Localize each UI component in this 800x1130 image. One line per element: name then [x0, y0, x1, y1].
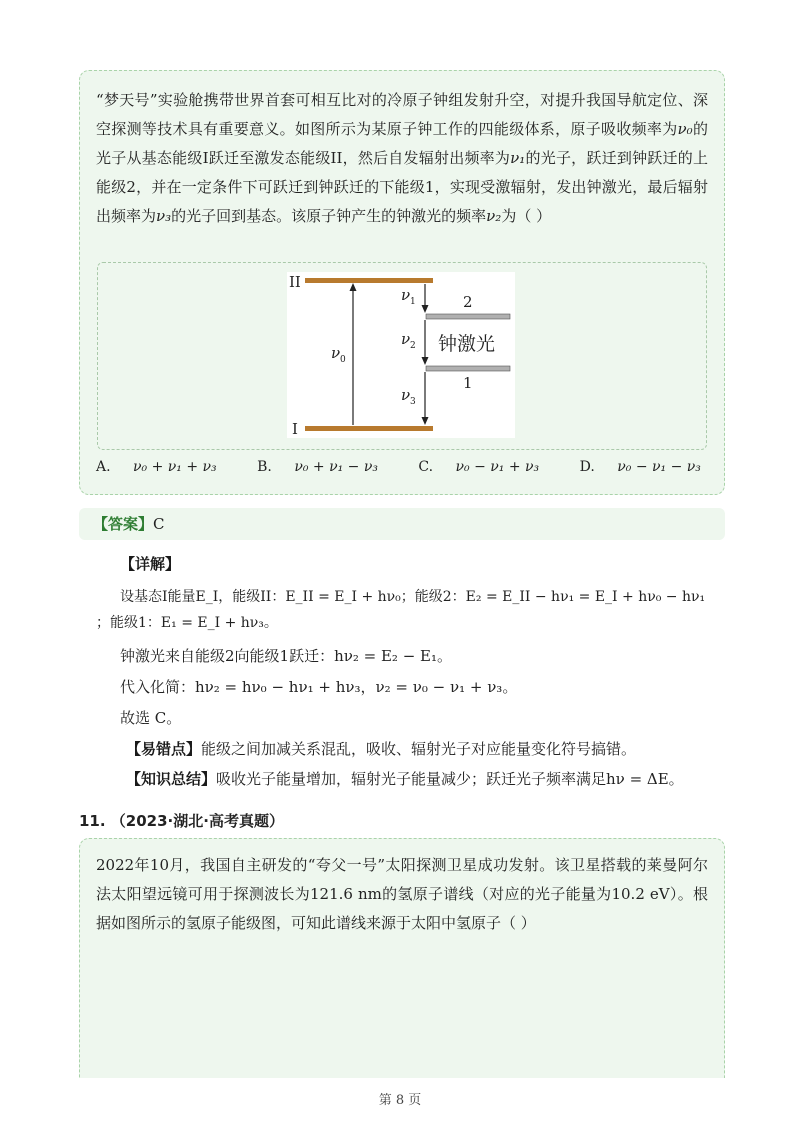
level-I-bar — [305, 426, 433, 431]
explanation-line-1: 设基态I能量E_I，能级II：E_II = E_I + hν₀；能级2：E₂ = E_II − hν₁ = E_I + hν₀ − hν₁ — [120, 589, 706, 605]
pitfall-text: 能级之间加减关系混乱，吸收、辐射光子对应能量变化符号搞错。 — [201, 740, 637, 758]
label-nu3-sub: 3 — [410, 397, 416, 407]
energy-level-diagram — [287, 272, 515, 438]
question-11-text: 2022年10月，我国自主研发的“夸父一号”太阳探测卫星成功发射。该卫星搭载的莱曼阿尔法太阳望远镜可用于探测波长为121.6 nm的氢原子谱线（对应的光子能量为10.2 eV）。根据如图所示的氢原子能级图，可知此谱线来源于太阳中氢原子（ ） — [96, 856, 708, 932]
answer-options — [96, 459, 737, 475]
q10-text-part: 的光子从基态能级I跃迁至激发态能级II，然后自发辐射出频率为 — [96, 120, 708, 167]
option-expr: ν₀ + ν₁ − ν₃ — [294, 459, 378, 475]
option-letter: B. — [257, 459, 272, 475]
summary-tag: 【知识总结】 — [126, 770, 217, 788]
label-2: 2 — [463, 293, 473, 311]
nu2-arrowhead — [422, 357, 429, 365]
answer-line — [93, 513, 165, 535]
question-11-number: 11. （2023·湖北·高考真题） — [79, 812, 284, 830]
q10-nu1: ν₁ — [510, 149, 526, 167]
clock-laser-label: 钟激光 — [438, 333, 496, 355]
label-nu1-sub: 1 — [410, 297, 416, 307]
summary-line — [126, 768, 736, 790]
option-letter: D. — [579, 459, 595, 475]
q10-nu2: ν₂ — [486, 207, 502, 225]
pitfall-tag: 【易错点】 — [126, 740, 202, 758]
level-II-bar — [305, 278, 433, 283]
option-b[interactable] — [257, 459, 396, 475]
label-nu0-sub: 0 — [340, 355, 346, 365]
label-II: II — [289, 273, 301, 291]
label-nu2: ν — [401, 330, 411, 348]
option-letter: A. — [96, 459, 111, 475]
label-I: I — [292, 420, 298, 438]
label-1: 1 — [463, 374, 473, 392]
level-1-bar — [426, 366, 510, 371]
pitfall-line — [126, 738, 736, 760]
option-expr: ν₀ − ν₁ + ν₃ — [455, 459, 540, 475]
label-nu0: ν — [331, 344, 341, 362]
q10-nu3: ν₃ — [156, 207, 172, 225]
level-2-bar — [426, 314, 510, 319]
q10-text-part: 的光子，跃迁到钟跃迁的上能级2，并在一定条件下可跃迁到钟跃迁的下能级1，实现受激辐射，发出钟激光，最后辐射出频率为 — [96, 149, 708, 225]
nu0-arrowhead — [350, 283, 357, 291]
label-nu2-sub: 2 — [410, 341, 416, 351]
question-10-text — [96, 86, 708, 231]
explanation-line-2: 钟激光来自能级2向能级1跃迁：hν₂ = E₂ − E₁。 — [120, 647, 453, 665]
q10-text-part: 为（ ） — [501, 207, 552, 225]
option-a[interactable] — [96, 459, 235, 475]
answer-value: C — [153, 515, 165, 533]
answer-label: 【答案】 — [93, 515, 154, 533]
option-c[interactable] — [418, 459, 557, 475]
option-letter: C. — [418, 459, 434, 475]
label-nu1: ν — [401, 286, 411, 304]
detail-tag: 【详解】 — [120, 555, 181, 573]
answer-bar — [79, 508, 725, 540]
explanation-line-1b: ；能级1：E₁ = E_I + hν₃。 — [96, 615, 278, 631]
page-number: 第 8 页 — [378, 1093, 422, 1108]
q10-text-part: 的光子回到基态。该原子钟产生的钟激光的频率 — [171, 207, 487, 225]
explanation-detail-tag-line — [120, 553, 730, 575]
q10-nu0: ν₀ — [677, 120, 693, 138]
option-expr: ν₀ + ν₁ + ν₃ — [133, 459, 217, 475]
nu3-arrowhead — [422, 417, 429, 425]
option-d[interactable] — [580, 459, 719, 475]
explanation-line-4: 故选 C。 — [120, 709, 182, 727]
label-nu3: ν — [401, 386, 411, 404]
q10-text-part: “梦天号”实验舱携带世界首套可相互比对的冷原子钟组发射升空，对提升我国导航定位、深空探测等技术具有重要意义。如图所示为某原子钟工作的四能级体系，原子吸收频率为 — [96, 91, 708, 138]
nu1-arrowhead — [422, 305, 429, 313]
option-expr: ν₀ − ν₁ − ν₃ — [617, 459, 701, 475]
summary-text: 吸收光子能量增加，辐射光子能量减少；跃迁光子频率满足hν = ΔE。 — [216, 770, 684, 788]
explanation-line-3: 代入化简：hν₂ = hν₀ − hν₁ + hν₃，ν₂ = ν₀ − ν₁ + ν₃。 — [120, 678, 518, 696]
